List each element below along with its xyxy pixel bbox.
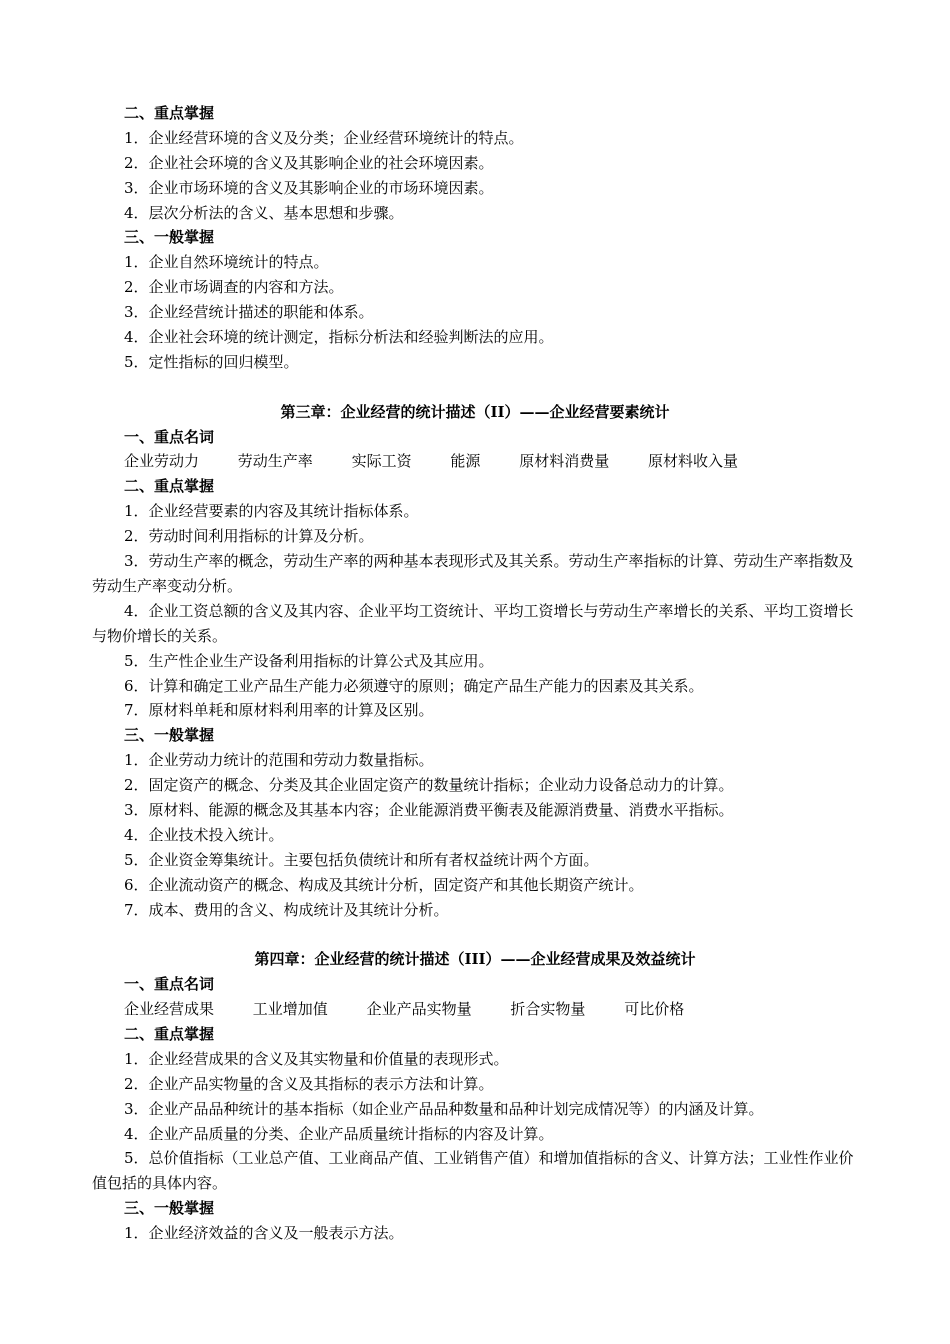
key-term: 企业经营成果 bbox=[124, 1000, 215, 1019]
key-term: 劳动生产率 bbox=[237, 452, 313, 471]
spacer bbox=[92, 922, 858, 947]
list-item: 2．企业产品实物量的含义及其指标的表示方法和计算。 bbox=[124, 1074, 494, 1093]
list-item: 7．原材料单耗和原材料利用率的计算及区别。 bbox=[124, 701, 434, 720]
section-heading: 二、重点掌握 bbox=[124, 1025, 215, 1044]
list-item: 1．企业经营要素的内容及其统计指标体系。 bbox=[124, 502, 419, 521]
chapter-title: 第四章：企业经营的统计描述（III）——企业经营成果及效益统计 bbox=[254, 950, 696, 969]
key-terms bbox=[92, 449, 858, 474]
key-term: 折合实物量 bbox=[510, 1000, 586, 1019]
list-item: 5．定性指标的回归模型。 bbox=[124, 352, 299, 371]
list-item: 3．企业经营统计描述的职能和体系。 bbox=[124, 303, 374, 322]
key-term: 原材料消费量 bbox=[519, 452, 610, 471]
list-item: 1．企业经济效益的含义及一般表示方法。 bbox=[124, 1224, 404, 1243]
list-item: 7．成本、费用的含义、构成统计及其统计分析。 bbox=[124, 900, 449, 919]
list-item: 1．企业经营成果的含义及其实物量和价值量的表现形式。 bbox=[124, 1049, 509, 1068]
key-term: 工业增加值 bbox=[252, 1000, 328, 1019]
list-item: 4．企业工资总额的含义及其内容、企业平均工资统计、平均工资增长与劳动生产率增长的关系、平均工资增长与物价增长的关系。 bbox=[92, 601, 854, 645]
list-item: 5．总价值指标（工业总产值、工业商品产值、工业销售产值）和增加值指标的含义、计算方法；工业性作业价值包括的具体内容。 bbox=[92, 1149, 854, 1193]
key-term: 实际工资 bbox=[351, 452, 412, 471]
key-terms bbox=[92, 997, 858, 1022]
list-item: 5．企业资金筹集统计。主要包括负债统计和所有者权益统计两个方面。 bbox=[124, 850, 599, 869]
list-item: 6．企业流动资产的概念、构成及其统计分析，固定资产和其他长期资产统计。 bbox=[124, 875, 644, 894]
section-heading: 一、重点名词 bbox=[124, 427, 215, 446]
list-item: 3．企业市场环境的含义及其影响企业的市场环境因素。 bbox=[124, 178, 494, 197]
list-item: 4．层次分析法的含义、基本思想和步骤。 bbox=[124, 203, 404, 222]
list-item: 5．生产性企业生产设备利用指标的计算公式及其应用。 bbox=[124, 651, 494, 670]
list-item: 1．企业自然环境统计的特点。 bbox=[124, 253, 329, 272]
list-item: 2．企业市场调查的内容和方法。 bbox=[124, 278, 344, 297]
section-heading: 三、一般掌握 bbox=[124, 726, 215, 745]
section-heading: 二、重点掌握 bbox=[124, 104, 215, 122]
list-item: 2．固定资产的概念、分类及其企业固定资产的数量统计指标；企业动力设备总动力的计算。 bbox=[124, 776, 734, 795]
list-item: 3．企业产品品种统计的基本指标（如企业产品品种数量和品种计划完成情况等）的内涵及计算。 bbox=[124, 1099, 764, 1118]
key-term: 可比价格 bbox=[624, 1000, 685, 1019]
list-item: 6．计算和确定工业产品生产能力必须遵守的原则；确定产品生产能力的因素及其关系。 bbox=[124, 676, 704, 695]
list-item: 1．企业经营环境的含义及分类；企业经营环境统计的特点。 bbox=[124, 128, 524, 147]
list-item: 1．企业劳动力统计的范围和劳动力数量指标。 bbox=[124, 751, 434, 770]
key-term: 企业劳动力 bbox=[124, 452, 200, 471]
section-heading: 三、一般掌握 bbox=[124, 228, 215, 247]
list-item: 4．企业产品质量的分类、企业产品质量统计指标的内容及计算。 bbox=[124, 1124, 554, 1143]
list-item: 3．劳动生产率的概念，劳动生产率的两种基本表现形式及其关系。劳动生产率指标的计算、劳动生产率指数及劳动生产率变动分析。 bbox=[92, 552, 854, 595]
key-term: 原材料收入量 bbox=[647, 452, 738, 471]
key-term: 能源 bbox=[450, 452, 481, 471]
list-item: 3．原材料、能源的概念及其基本内容；企业能源消费平衡表及能源消费量、消费水平指标。 bbox=[124, 801, 734, 819]
list-item: 4．企业社会环境的统计测定，指标分析法和经验判断法的应用。 bbox=[124, 328, 554, 347]
list-item: 2．劳动时间利用指标的计算及分析。 bbox=[124, 527, 374, 546]
key-term: 企业产品实物量 bbox=[366, 1000, 472, 1019]
section-heading: 一、重点名词 bbox=[124, 975, 215, 994]
list-item: 2．企业社会环境的含义及其影响企业的社会环境因素。 bbox=[124, 153, 494, 172]
list-item: 4．企业技术投入统计。 bbox=[124, 825, 284, 844]
spacer bbox=[92, 375, 858, 400]
document-body bbox=[92, 101, 858, 1246]
chapter-title: 第三章：企业经营的统计描述（II）——企业经营要素统计 bbox=[280, 402, 670, 421]
section-heading: 三、一般掌握 bbox=[124, 1199, 215, 1218]
section-heading: 二、重点掌握 bbox=[124, 477, 215, 496]
